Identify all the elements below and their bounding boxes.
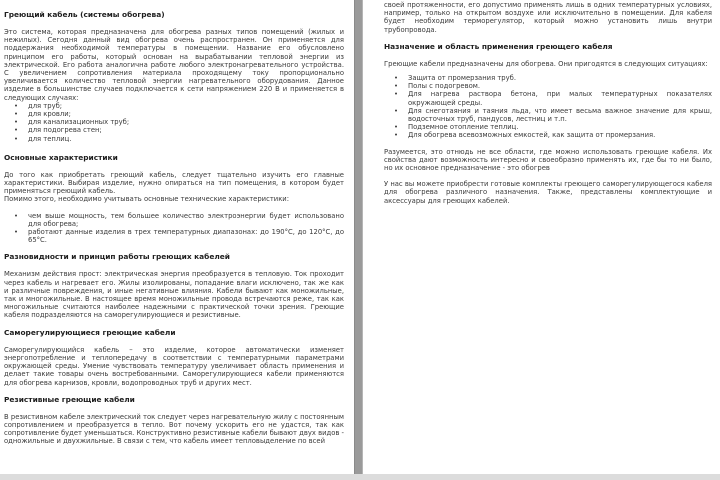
list-item: • Для нагрева раствора бетона, при малых температурных показателях окружающей среды. xyxy=(394,90,712,107)
selfregulating-paragraph: Саморегулирующийся кабель – это изделие, которое автоматически изменяет энергопотребление и теплопередачу в соответствии с температурными параметрами окружающей среды. Умение чувствовать температуру увеличивает область применения и делает такие товары очень востребованными. Саморегулирующиеся кабели применяются для обогрева карнизов, кровли, водопроводных труб и других мест. xyxy=(4,345,344,387)
purpose-paragraph: Греющие кабели предназначены для обогрева. Они пригодятся в следующих ситуациях: xyxy=(384,59,708,68)
purpose-paragraph-3: У нас вы можете приобрести готовые комплекты греющего саморегулирующегося кабеля для обогрева различного назначения. Также, представлены комплектующие и аксессуары для греющих кабелей. xyxy=(384,180,712,205)
bullet-icon: • xyxy=(394,131,399,140)
list-item: • чем выше мощность, тем большее количество электроэнергии будет использовано для обогрева; xyxy=(14,211,344,228)
section-heading-types: Разновидности и принцип работы греющих кабелей xyxy=(4,252,230,262)
bottom-scroll-strip xyxy=(0,474,720,480)
list-item: • Полы с подогревом. xyxy=(394,82,481,91)
intro-paragraph: Это система, которая предназначена для обогрева разных типов помещений (жилых и нежилых). Сегодня данный вид обогрева очень распространен. Он применяется для поддержания необходимой температуры в помещении. Название его обусловлено принципом его работы, который основан на вырабатывании тепловой энергии из электрической. Его работа аналогична работе любого электронагревательного устройства. С увеличением сопротивления материала проходящему току пропорционально увеличивается количество тепловой энергии нагревательного оборудования. Данное изделие в большинстве случаев подключается к сети напряжением 220 В и применяется в следующих случаях: xyxy=(4,28,344,102)
characteristics-paragraph-1: До того как приобретать греющий кабель, следует тщательно изучить его главные характеристики. Выбирая изделие, нужно опираться на тип помещения, в котором будет применяться греющий кабель. xyxy=(4,170,344,196)
continuation-paragraph: своей протяженности, его допустимо применять лишь в одних температурных условиях, например, только на открытом воздухе или исключительно в помещении. Для кабеля будет необходим терморегулятор, который можно установить лишь внутри трубопровода. xyxy=(384,1,712,34)
types-paragraph: Механизм действия прост: электрическая энергия преобразуется в тепловую. Ток проходит через кабель и нагревает его. Жилы изолированы, попадание влаги исключено, так же как и различные повреждения, и иные негативные влияния. Кабели бывают как моножильные, так и многожильные. В настоящее время моножильные провода встречаются реже, так как многожильные считаются наиболее надежными с практической точки зрения. Греющие кабеля подразделяются на саморегулирующиеся и резистивные. xyxy=(4,270,344,320)
bullet-icon: • xyxy=(394,106,399,115)
list-item: • работают данные изделия в трех температурных диапазонах: до 190°С, до 120°С, до 65°С. xyxy=(14,228,344,245)
list-item: • для труб; xyxy=(14,101,63,110)
section-heading-resistive: Резистивные греющие кабели xyxy=(4,394,135,404)
document-page-left xyxy=(0,0,354,474)
page-gutter xyxy=(354,0,363,480)
document-page-right xyxy=(363,0,720,474)
bullet-icon: • xyxy=(14,211,19,220)
list-item: • для канализационных труб; xyxy=(14,118,130,127)
list-item: • для подогрева стен; xyxy=(14,126,102,135)
characteristics-paragraph-2: Помимо этого, необходимо учитывать основные технические характеристики: xyxy=(4,195,290,204)
bullet-icon: • xyxy=(394,82,399,91)
characteristics-list xyxy=(4,212,344,245)
uses-list xyxy=(4,102,344,143)
list-item: • для теплиц. xyxy=(14,134,72,143)
section-heading-purpose: Назначение и область применения греющего кабеля xyxy=(384,41,613,51)
bullet-icon: • xyxy=(14,228,19,237)
purpose-paragraph-2: Разумеется, это отнюдь не все области, где можно использовать греющие кабеля. Их свойства дают возможность интересно и своеобразно применять их, где бы то ни было, но их основное предназначение - это обогрев xyxy=(384,147,712,173)
bullet-icon: • xyxy=(14,126,19,135)
bullet-icon: • xyxy=(14,101,19,110)
list-item: • Для обогрева всевозможных емкостей, как защита от промерзания. xyxy=(394,131,656,140)
list-item: • для кровли; xyxy=(14,110,71,119)
list-item: • Для снеготаяния и таяния льда, что имеет весьма важное значение для крыш, водосточных труб, пандусов, лестниц и т.п. xyxy=(394,106,712,124)
section-heading-selfregulating: Саморегулирующиеся греющие кабели xyxy=(4,327,176,337)
document-title: Греющий кабель (системы обогрева) xyxy=(4,10,165,19)
resistive-paragraph: В резистивном кабеле электрический ток следует через нагревательную жилу с постоянным сопротивлением и преобразуется в тепло. Вот почему ускорить его не удастся, так как сопротивление будет уменьшаться. Конструктивно резистивные кабели бывают двух видов - одножильные и двухжильные. В связи с тем, что кабель имеет тепловыделение по всей xyxy=(4,412,344,446)
purpose-list xyxy=(384,74,712,140)
list-item: • Подземное отопление теплиц. xyxy=(394,123,519,132)
list-item: • Защита от промерзания труб. xyxy=(394,74,516,83)
bullet-icon: • xyxy=(394,123,399,132)
bullet-icon: • xyxy=(14,110,19,119)
bullet-icon: • xyxy=(14,134,19,143)
bullet-icon: • xyxy=(394,90,399,99)
bullet-icon: • xyxy=(394,74,399,83)
section-heading-characteristics: Основные характеристики xyxy=(4,152,118,162)
bullet-icon: • xyxy=(14,118,19,127)
